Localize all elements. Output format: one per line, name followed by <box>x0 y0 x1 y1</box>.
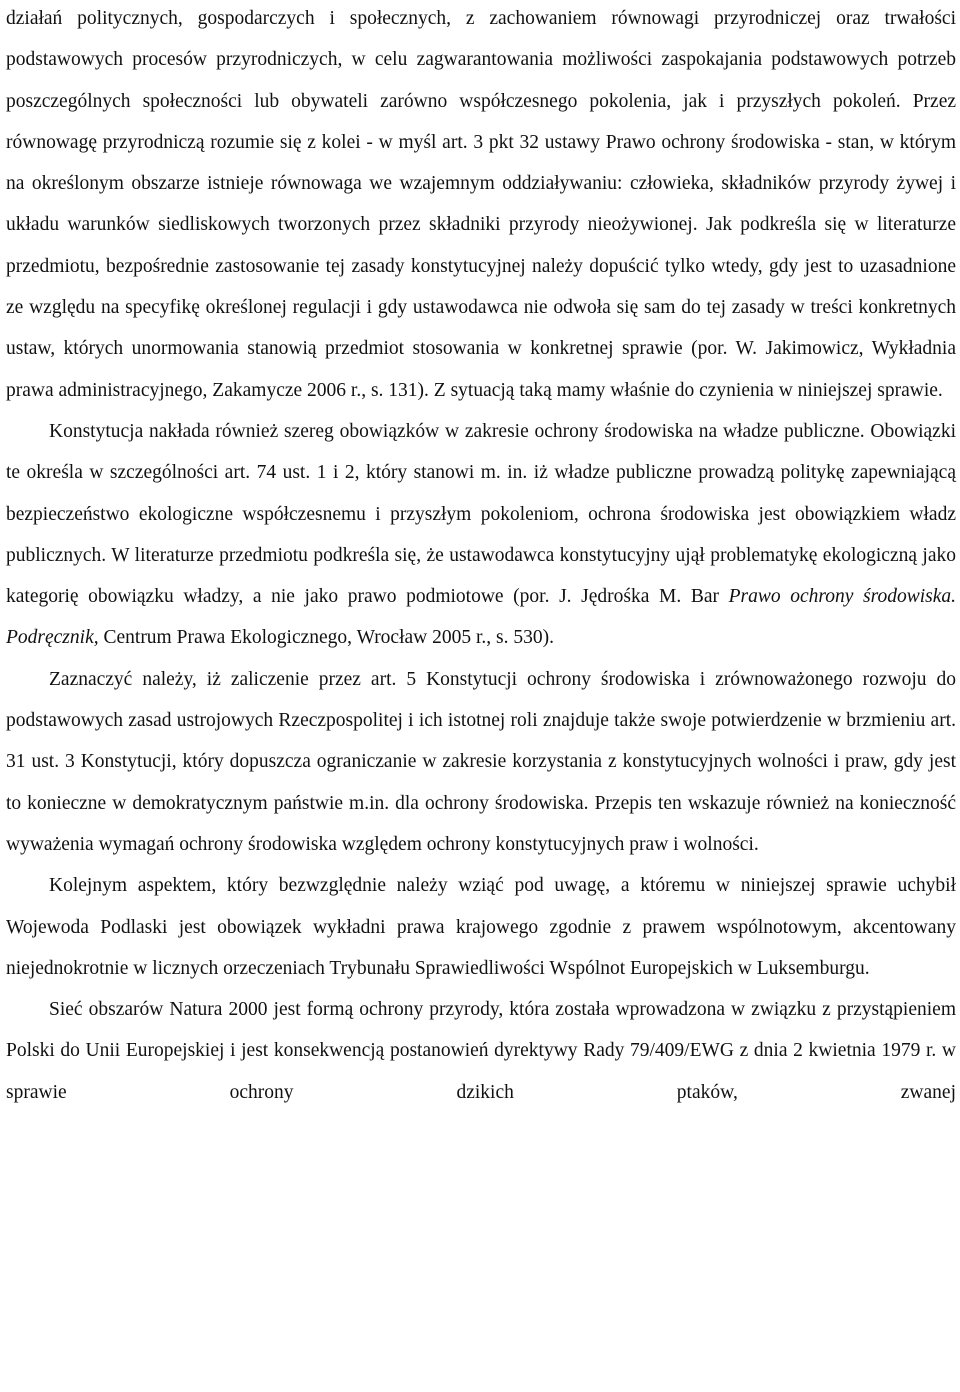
paragraph-4-text: Kolejnym aspektem, który bezwzględnie należy wziąć pod uwagę, a któremu w niniejszej sprawie uchybił Wojewoda Podlaski jest obowiązek wykładni prawa krajowego zgodnie z prawem wspólnotowym, akcentowany niejednokrotnie w licznych orzeczeniach Trybunału Sprawiedliwości Wspólnot Europejskich w Luksemburgu. <box>6 875 956 979</box>
paragraph-4 <box>6 865 956 989</box>
paragraph-3-text: Zaznaczyć należy, iż zaliczenie przez art. 5 Konstytucji ochrony środowiska i zrównoważonego rozwoju do podstawowych zasad ustrojowych Rzeczpospolitej i ich istotnej roli znajduje także swoje potwierdzenie w brzmieniu art. 31 ust. 3 Konstytucji, który dopuszcza ograniczanie w zakresie korzystania z konstytucyjnych wolności i praw, gdy jest to konieczne w demokratycznym państwie m.in. dla ochrony środowiska. Przepis ten wskazuje również na konieczność wyważenia wymagań ochrony środowiska względem ochrony konstytucyjnych praw i wolności. <box>6 668 956 855</box>
paragraph-2-text-b: Centrum Prawa Ekologicznego, Wrocław 2005 r., s. 530). <box>98 627 554 649</box>
document-page <box>6 0 956 1113</box>
paragraph-3 <box>6 659 956 865</box>
paragraph-5 <box>6 989 956 1113</box>
paragraph-2 <box>6 411 956 659</box>
paragraph-1 <box>6 0 956 411</box>
paragraph-5-text: Sieć obszarów Natura 2000 jest formą ochrony przyrody, która została wprowadzona w związku z przystąpieniem Polski do Unii Europejskiej i jest konsekwencją postanowień dyrektywy Rady 79/409/EWG z dnia 2 kwietnia 1979 r. w sprawie ochrony dzikich ptaków, zwanej <box>6 999 956 1103</box>
paragraph-2-text-a: Konstytucja nakłada również szereg obowiązków w zakresie ochrony środowiska na władze publiczne. Obowiązki te określa w szczególności art. 74 ust. 1 i 2, który stanowi m. in. iż władze publiczne prowadzą politykę zapewniającą bezpieczeństwo ekologiczne współczesnemu i przyszłym pokoleniom, ochrona środowiska jest obowiązkiem władz publicznych. W literaturze przedmiotu podkreśla się, że ustawodawca konstytucyjny ujął problematykę ekologiczną jako kategorię obowiązku władzy, a nie jako prawo podmiotowe (por. J. Jędrośka M. Bar <box>6 420 956 608</box>
paragraph-1-text: działań politycznych, gospodarczych i społecznych, z zachowaniem równowagi przyrodniczej oraz trwałości podstawowych procesów przyrodniczych, w celu zagwarantowania możliwości zaspokajania podstawowych potrzeb poszczególnych społeczności lub obywateli zarówno współczesnego pokolenia, jak i przyszłych pokoleń. Przez równowagę przyrodniczą rozumie się z kolei - w myśl art. 3 pkt 32 ustawy Prawo ochrony środowiska - stan, w którym na określonym obszarze istnieje równowaga we wzajemnym oddziaływaniu: człowieka, składników przyrody żywej i układu warunków siedliskowych tworzonych przez składniki przyrody nieożywionej. Jak podkreśla się w literaturze przedmiotu, bezpośrednie zastosowanie tej zasady konstytucyjnej należy dopuścić tylko wtedy, gdy jest to uzasadnione ze względu na specyfikę określonej regulacji i gdy ustawodawca nie odwoła się sam do tej zasady w treści konkretnych ustaw, których unormowania stanowią przedmiot stosowania w konkretnej sprawie (por. W. Jakimowicz, Wykładnia prawa administracyjnego, Zakamycze 2006 r., s. 131). Z sytuacją taką mamy właśnie do czynienia w niniejszej sprawie. <box>6 8 956 401</box>
paragraph-2-citation-italic: Prawo ochrony środowiska. Podręcznik, <box>6 586 956 649</box>
